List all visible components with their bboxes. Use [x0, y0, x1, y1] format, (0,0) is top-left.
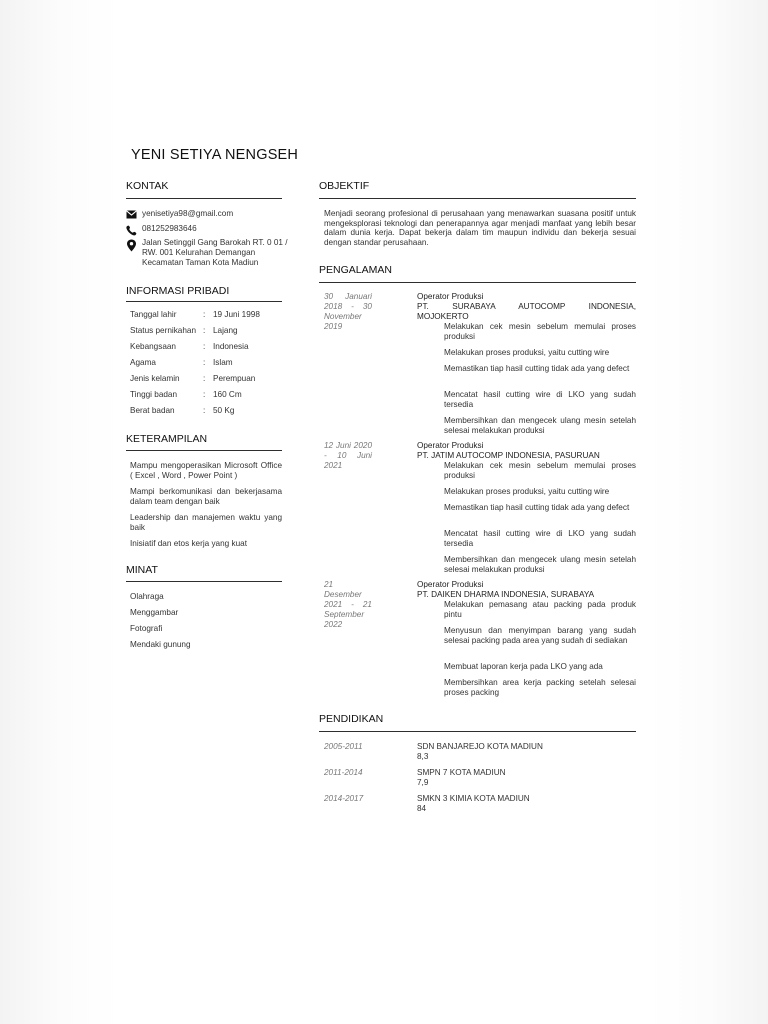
- experience-company: PT. JATIM AUTOCOMP INDONESIA, PASURUAN: [417, 451, 600, 460]
- interest-item: Olahraga: [130, 592, 164, 601]
- education-school: SDN BANJAREJO KOTA MADIUN: [417, 742, 543, 751]
- experience-task: Memastikan tiap hasil cutting tidak ada yang defect: [444, 503, 630, 512]
- education-score: 7,9: [417, 778, 429, 787]
- section-divider: [126, 198, 282, 199]
- info-label: Agama: [130, 358, 156, 367]
- interest-item: Menggambar: [130, 608, 179, 617]
- info-colon: :: [203, 406, 206, 415]
- experience-task: Membuat laporan kerja pada LKO yang ada: [444, 662, 603, 671]
- education-years: 2014-2017: [324, 794, 364, 803]
- experience-date: 12 Juni 2020 - 10 Juni 2021: [324, 441, 372, 470]
- section-title-informasi-pribadi: INFORMASI PRIBADI: [126, 285, 230, 297]
- experience-task: Menyusun dan menyimpan barang yang sudah selesai packing pada area yang sudah di sediakan: [444, 626, 636, 645]
- info-colon: :: [203, 374, 206, 383]
- experience-position: Operator Produksi: [417, 580, 484, 589]
- education-entry: [417, 742, 543, 762]
- experience-date: 21 Desember 2021 - 21 September 2022: [324, 580, 372, 629]
- experience-date: 30 Januari 2018 - 30 November 2019: [324, 292, 372, 331]
- skill-item: Inisiatif dan etos kerja yang kuat: [130, 539, 247, 548]
- info-label: Jenis kelamin: [130, 374, 180, 383]
- contact-phone-row: [126, 224, 297, 236]
- experience-task: Melakukan proses produksi, yaitu cutting wire: [444, 487, 610, 496]
- experience-company-line1: PT. SURABAYA AUTOCOMP INDONESIA,: [417, 302, 636, 311]
- location-pin-icon: [126, 239, 137, 252]
- contact-email-row: [126, 209, 297, 219]
- info-value: Lajang: [213, 326, 238, 335]
- experience-task: Melakukan pemasang atau packing pada produk pintu: [444, 600, 636, 619]
- section-divider: [319, 282, 636, 283]
- education-entry: [417, 794, 530, 814]
- experience-task: Membersihkan dan mengecek ulang mesin setelah selesai melakukan produksi: [444, 555, 636, 574]
- experience-position: Operator Produksi: [417, 292, 484, 301]
- education-score: 8,3: [417, 752, 429, 761]
- experience-task: Melakukan proses produksi, yaitu cutting wire: [444, 348, 610, 357]
- experience-task: Membersihkan dan mengecek ulang mesin setelah selesai melakukan produksi: [444, 416, 636, 435]
- objective-text: Menjadi seorang profesional di perusahaan yang menawarkan suasana positif untuk mengeksplorasi teknologi dan penerapannya agar menjadi manfaat yang lebih besar dalam dunia kerja. Dapat bekerja dalam tim maupun individu dan bekerja sesuai dengan standar perusahaan.: [324, 209, 636, 247]
- info-colon: :: [203, 390, 206, 399]
- section-divider: [126, 450, 282, 451]
- info-value: Indonesia: [213, 342, 249, 351]
- info-colon: :: [203, 326, 206, 335]
- skill-item: Leadership dan manajemen waktu yang baik: [130, 513, 282, 532]
- education-years: 2011-2014: [324, 768, 363, 777]
- skill-item: Mampu mengoperasikan Microsoft Office ( Excel , Word , Power Point ): [130, 461, 282, 480]
- section-title-minat: MINAT: [126, 564, 158, 576]
- section-divider: [319, 198, 636, 199]
- experience-task: Melakukan cek mesin sebelum memulai proses produksi: [444, 461, 636, 480]
- info-value: Islam: [213, 358, 233, 367]
- info-value: 19 Juni 1998: [213, 310, 260, 319]
- experience-task: Melakukan cek mesin sebelum memulai proses produksi: [444, 322, 636, 341]
- section-divider: [126, 301, 282, 302]
- section-title-pendidikan: PENDIDIKAN: [319, 713, 384, 725]
- contact-phone: 081252983646: [142, 224, 197, 233]
- section-title-objektif: OBJEKTIF: [319, 180, 370, 192]
- info-value: Perempuan: [213, 374, 256, 383]
- education-entry: [417, 768, 506, 788]
- interest-item: Mendaki gunung: [130, 640, 191, 649]
- experience-company-line2: MOJOKERTO: [417, 312, 469, 321]
- info-colon: :: [203, 310, 206, 319]
- info-value: 160 Cm: [213, 390, 242, 399]
- info-label: Status pernikahan: [130, 326, 196, 335]
- section-divider: [319, 731, 636, 732]
- info-label: Tinggi badan: [130, 390, 178, 399]
- interest-item: Fotografi: [130, 624, 163, 633]
- section-title-kontak: KONTAK: [126, 180, 169, 192]
- info-label: Kebangsaan: [130, 342, 176, 351]
- education-years: 2005-2011: [324, 742, 363, 751]
- experience-company: PT. DAIKEN DHARMA INDONESIA, SURABAYA: [417, 590, 595, 599]
- info-colon: :: [203, 358, 206, 367]
- section-title-keterampilan: KETERAMPILAN: [126, 433, 208, 445]
- education-school: SMPN 7 KOTA MADIUN: [417, 768, 506, 777]
- experience-task: Membersihkan area kerja packing setelah selesai proses packing: [444, 678, 636, 697]
- contact-email: yenisetiya98@gmail.com: [142, 209, 234, 218]
- education-school: SMKN 3 KIMIA KOTA MADIUN: [417, 794, 530, 803]
- envelope-icon: [126, 210, 137, 219]
- section-divider: [126, 581, 282, 582]
- section-title-pengalaman: PENGALAMAN: [319, 264, 392, 276]
- experience-task: Mencatat hasil cutting wire di LKO yang sudah tersedia: [444, 529, 636, 548]
- experience-position: Operator Produksi: [417, 441, 484, 450]
- skill-item: Mampi berkomunikasi dan bekerjasama dalam team dengan baik: [130, 487, 282, 506]
- info-value: 50 Kg: [213, 406, 235, 415]
- info-label: Berat badan: [130, 406, 175, 415]
- education-score: 84: [417, 804, 427, 813]
- info-label: Tanggal lahir: [130, 310, 177, 319]
- experience-task: Mencatat hasil cutting wire di LKO yang sudah tersedia: [444, 390, 636, 409]
- candidate-name: YENI SETIYA NENGSEH: [131, 147, 299, 163]
- experience-task: Memastikan tiap hasil cutting tidak ada yang defect: [444, 364, 630, 373]
- info-colon: :: [203, 342, 206, 351]
- contact-address-row: [126, 238, 297, 268]
- contact-address: Jalan Setinggil Gang Barokah RT. 0 01 / RW. 001 Kelurahan Demangan Kecamatan Taman Kota Madiun: [142, 238, 288, 267]
- phone-icon: [126, 225, 137, 236]
